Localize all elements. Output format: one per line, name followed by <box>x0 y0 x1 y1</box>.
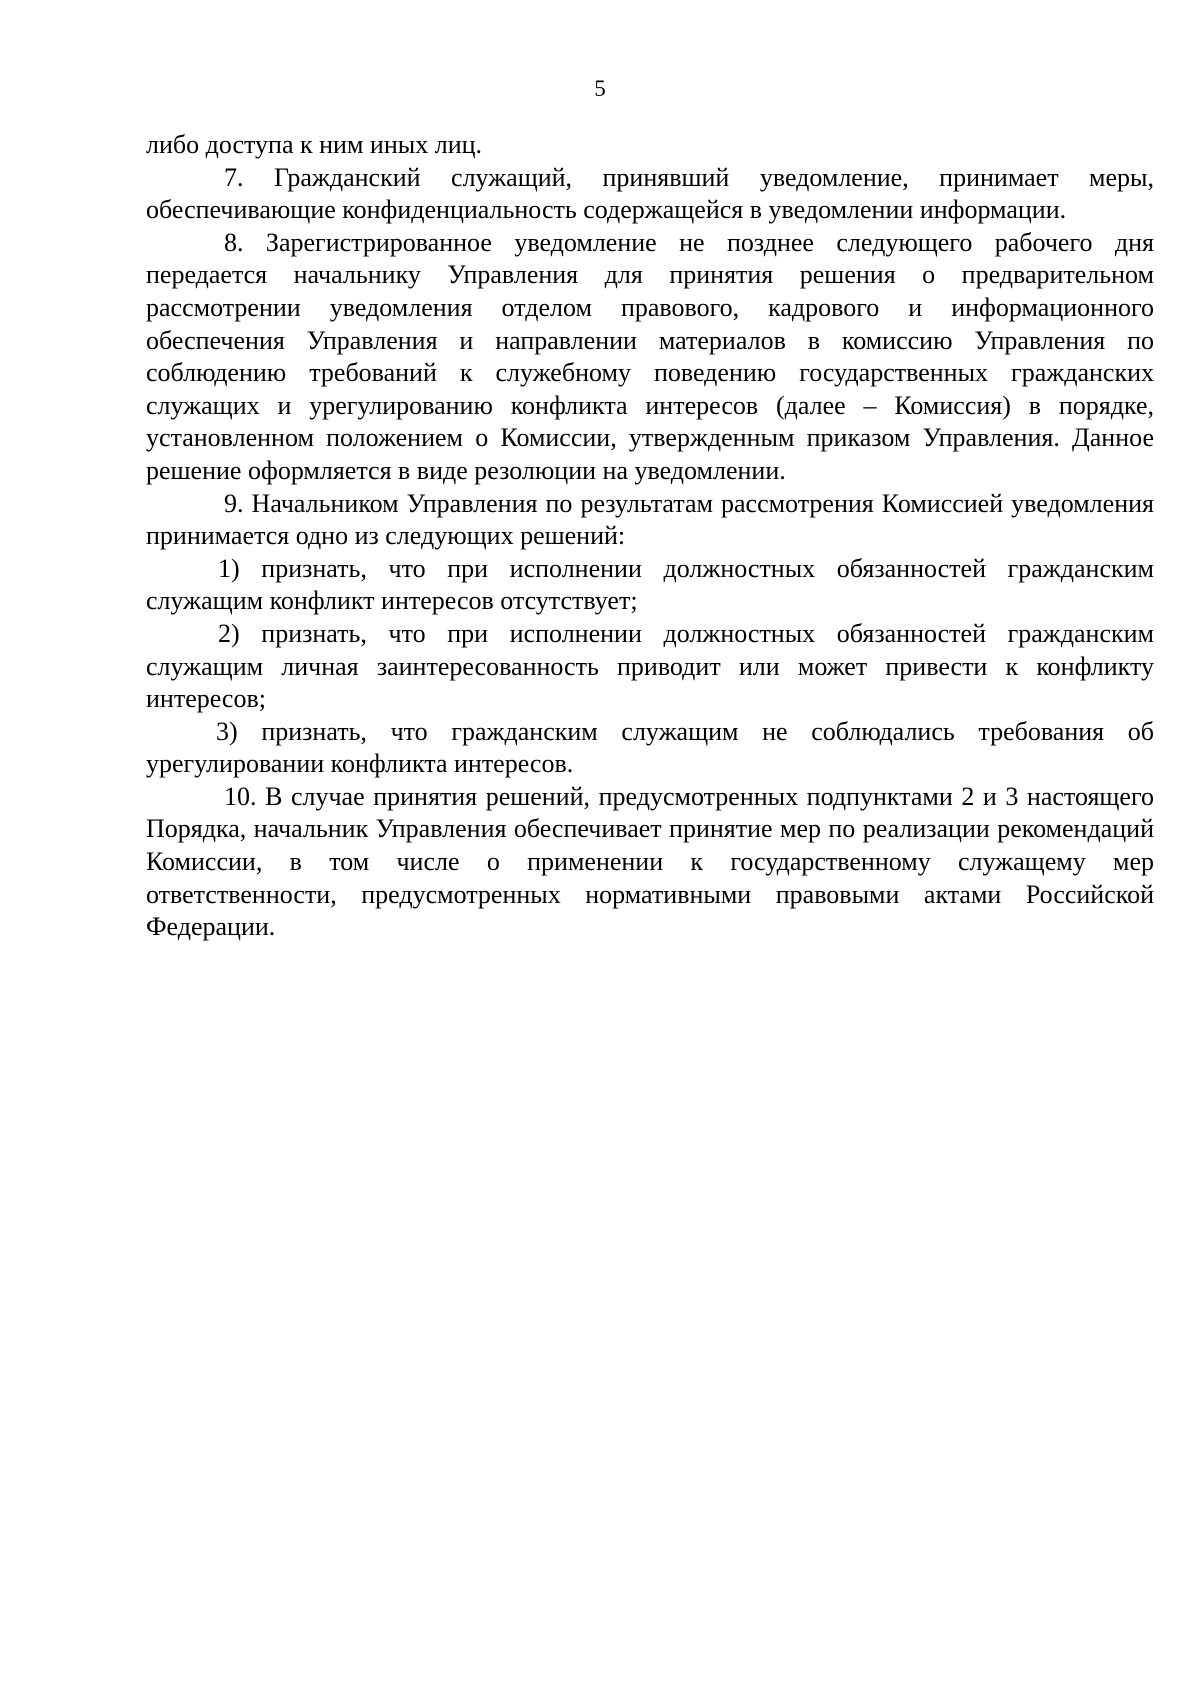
page-number: 5 <box>594 76 606 101</box>
subitem-3: 3) признать, что гражданским служащим не соблюдались требования об урегулировании конфликта интересов. <box>146 716 1154 779</box>
subitem-1: 1) признать, что при исполнении должностных обязанностей гражданским служащим конфликт интересов отсутствует; <box>146 553 1154 616</box>
subitem-2: 2) признать, что при исполнении должностных обязанностей гражданским служащим личная заинтересованность приводит или может привести к конфликту интересов; <box>146 618 1154 714</box>
paragraph-item-9: 9. Начальником Управления по результатам рассмотрения Комиссией уведомления принимается одно из следующих решений: <box>146 488 1154 551</box>
document-body <box>146 129 1154 944</box>
paragraph-item-10: 10. В случае принятия решений, предусмотренных подпунктами 2 и 3 настоящего Порядка, начальник Управления обеспечивает принятие мер по реализации рекомендаций Комиссии, в том числе о применении к государственному служащему мер ответственности, предусмотренных нормативными правовыми актами Российской Федерации. <box>146 781 1154 942</box>
paragraph-continuation: либо доступа к ним иных лиц. <box>146 130 483 159</box>
paragraph-item-8: 8. Зарегистрированное уведомление не позднее следующего рабочего дня передается начальнику Управления для принятия решения о предварительном рассмотрении уведомления отделом правового, кадрового и информационного обеспечения Управления и направлении материалов в комиссию Управления по соблюдению требований к служебному поведению государственных гражданских служащих и урегулированию конфликта интересов (далее – Комиссия) в порядке, установленном положением о Комиссии, утвержденным приказом Управления. Данное решение оформляется в виде резолюции на уведомлении. <box>146 227 1154 485</box>
paragraph-item-7: 7. Гражданский служащий, принявший уведомление, принимает меры, обеспечивающие конфиденциальность содержащейся в уведомлении информации. <box>146 162 1154 225</box>
